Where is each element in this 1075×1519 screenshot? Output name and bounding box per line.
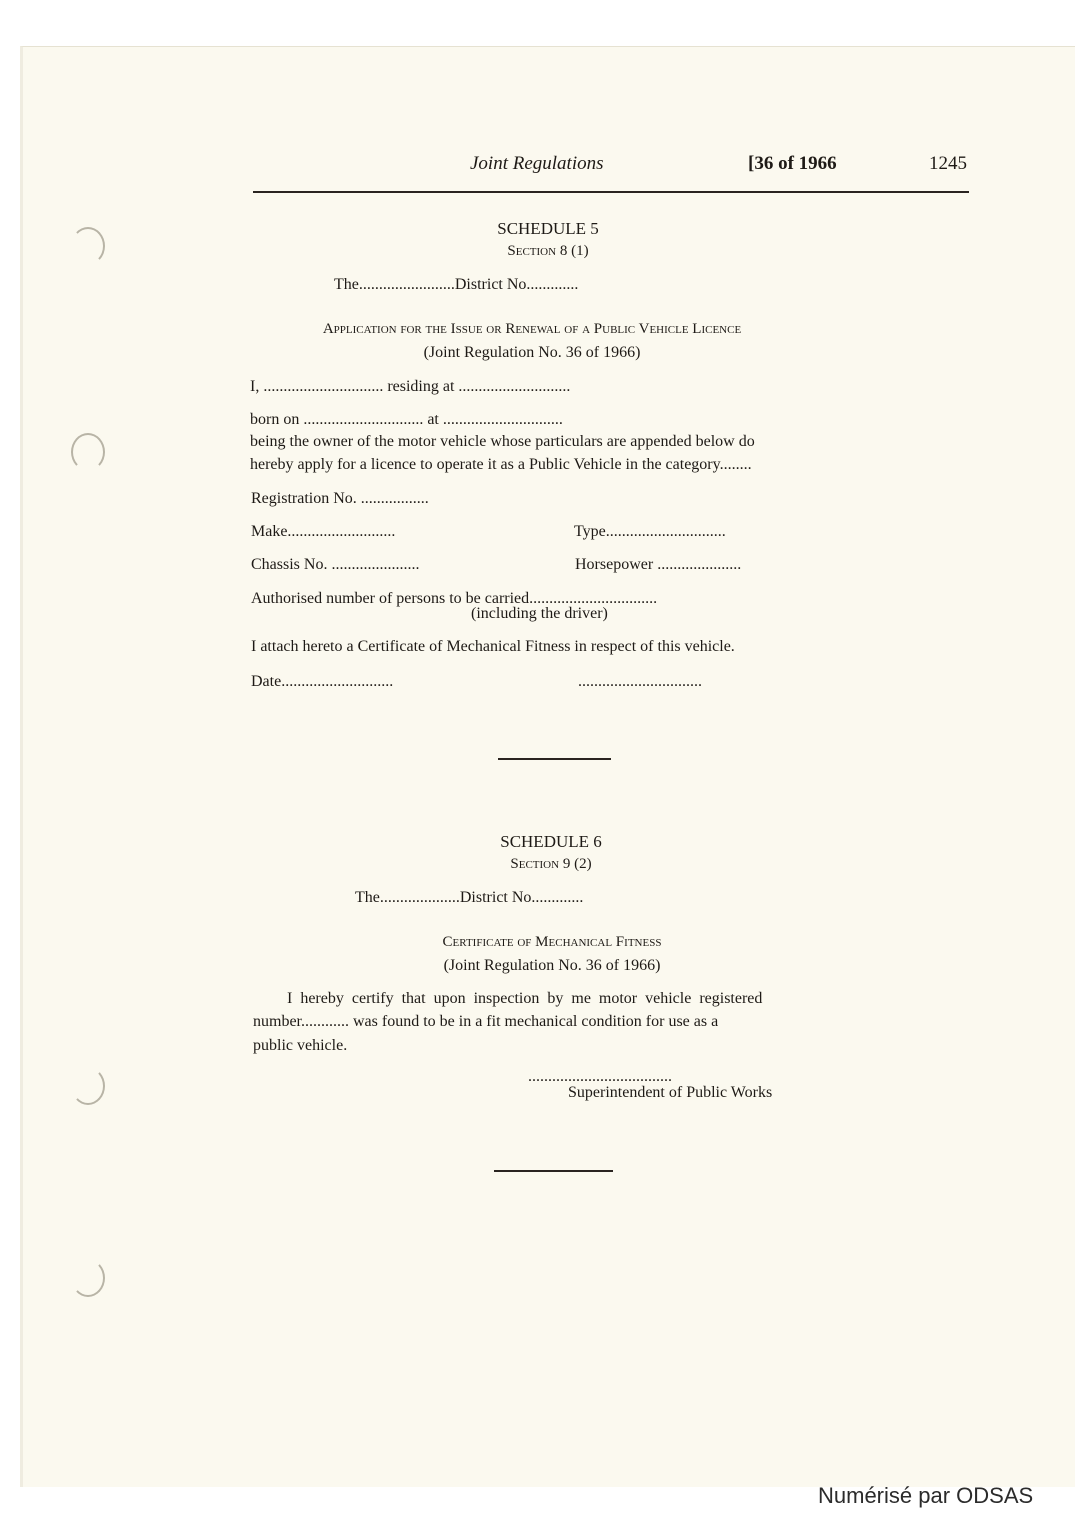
schedule-6-section: Section 9 (2) [510, 856, 592, 872]
running-head-title: Joint Regulations [470, 153, 604, 174]
digitized-by-credit: Numérisé par ODSAS [818, 1483, 1034, 1508]
owner-statement-line-1: being the owner of the motor vehicle whose particulars are appended below do [250, 433, 755, 450]
signature-line-1: ............................... [578, 673, 702, 690]
schedule-6-form-title: Certificate of Mechanical Fitness [442, 934, 662, 950]
including-driver-note: (including the driver) [471, 605, 608, 622]
section-divider-2 [494, 1170, 613, 1172]
binder-hole-4 [71, 1259, 105, 1297]
field-born-on: born on .............................. at .............................. [250, 411, 563, 428]
schedule-5-heading: SCHEDULE 5 [497, 219, 599, 238]
signature-line-2: .................................... [528, 1068, 672, 1085]
certify-line-1: I hereby certify that upon inspection by me motor vehicle registered [287, 990, 763, 1007]
attach-statement: I attach hereto a Certificate of Mechanical Fitness in respect of this vehicle. [251, 638, 735, 655]
field-authorised-persons: Authorised number of persons to be carried................................ [251, 590, 658, 607]
schedule-5-form-title: Application for the Issue or Renewal of a Public Vehicle Licence [322, 321, 742, 337]
header-rule [253, 191, 969, 193]
field-registration: Registration No. ................. [251, 490, 429, 507]
field-date: Date............................ [251, 673, 394, 690]
schedule-6-district-line: The....................District No............. [355, 889, 584, 906]
owner-statement-line-2: hereby apply for a licence to operate it as a Public Vehicle in the category........ [250, 456, 752, 473]
schedule-5-form-subtitle: (Joint Regulation No. 36 of 1966) [423, 344, 641, 361]
schedule-6-heading: SCHEDULE 6 [500, 832, 602, 851]
document-page [20, 46, 1075, 1487]
schedule-5-section: Section 8 (1) [507, 243, 589, 259]
section-divider-1 [498, 758, 611, 760]
field-chassis: Chassis No. ...................... [251, 556, 420, 573]
field-horsepower: Horsepower ..................... [575, 556, 742, 573]
binder-hole-3 [71, 1067, 105, 1105]
binder-hole-2 [71, 433, 105, 471]
field-make: Make........................... [251, 523, 396, 540]
field-residing: I, .............................. residing at ............................ [250, 378, 571, 395]
binder-hole-1 [71, 227, 105, 265]
certify-line-3: public vehicle. [253, 1037, 348, 1054]
field-type: Type.............................. [574, 523, 726, 540]
signatory-title: Superintendent of Public Works [568, 1084, 773, 1101]
schedule-6-form-subtitle: (Joint Regulation No. 36 of 1966) [443, 957, 661, 974]
running-head-act-ref: [36 of 1966 [748, 153, 837, 174]
page-number: 1245 [929, 153, 967, 174]
certify-line-2: number............ was found to be in a fit mechanical condition for use as a [253, 1013, 719, 1030]
schedule-5-district-line: The........................District No............. [334, 276, 579, 293]
